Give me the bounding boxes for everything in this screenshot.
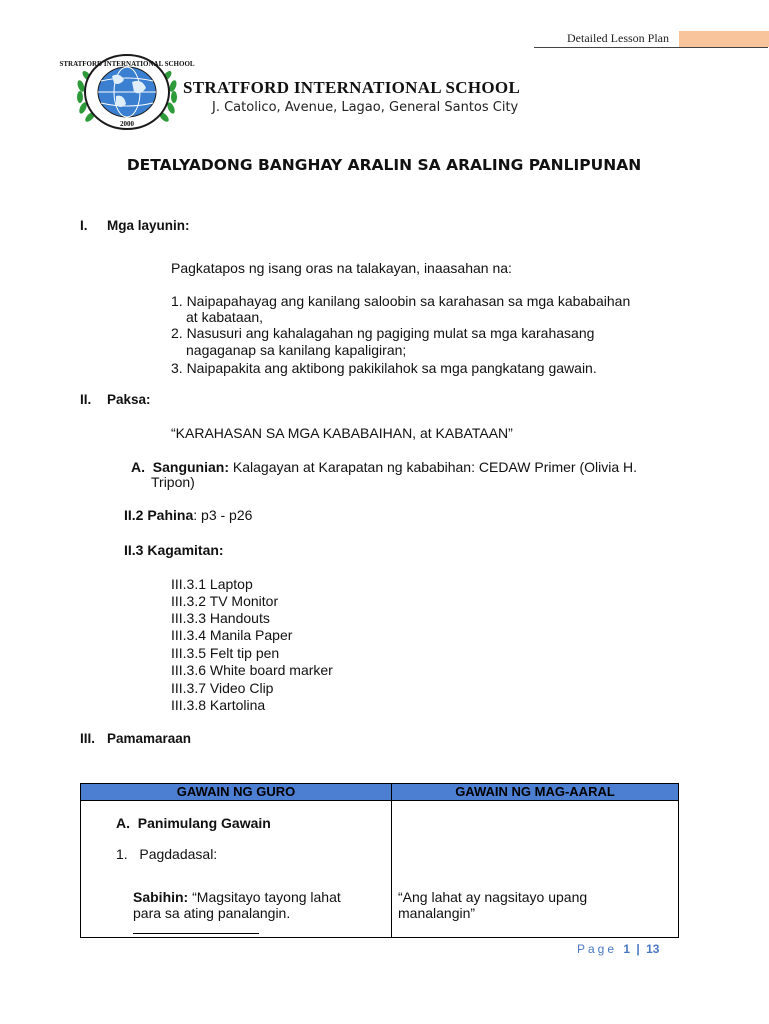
- teacher-column-header: GAWAIN NG GURO: [176, 784, 296, 799]
- section-3-heading: [80, 731, 191, 746]
- material-item: III.3.2 TV Monitor: [171, 593, 279, 609]
- page-separator: |: [636, 942, 640, 956]
- pages-label: II.2 Pahina: [124, 507, 194, 523]
- header-accent-bar: [679, 31, 769, 47]
- source-label: Sangunian:: [152, 459, 230, 475]
- student-response-line-2: manalangin”: [398, 905, 476, 921]
- objective-2-line-2: nagaganap sa kanilang kapaligiran;: [186, 342, 407, 358]
- table-column-divider: [391, 784, 392, 937]
- section-2-number: II.: [80, 392, 92, 407]
- material-item: III.3.7 Video Clip: [171, 680, 274, 696]
- section-2-title: Paksa:: [107, 392, 151, 407]
- source-line-1: [131, 459, 637, 475]
- section-1-heading: [80, 218, 190, 233]
- objective-2-line-1: 2. Nasusuri ang kahalagahan ng pagiging mulat sa mga karahasang: [171, 325, 595, 341]
- procedure-table: [80, 783, 679, 938]
- say-label: Sabihin:: [133, 889, 189, 905]
- student-column-header: GAWAIN NG MAG-AARAL: [455, 784, 615, 799]
- school-address: J. Catolico, Avenue, Lagao, General Santos City: [212, 100, 519, 115]
- table-subheading: [116, 815, 271, 831]
- student-response-line-1: “Ang lahat ay nagsitayo upang: [398, 889, 588, 905]
- material-item: III.3.8 Kartolina: [171, 697, 266, 713]
- say-text: “Magsitayo tayong lahat: [188, 889, 341, 905]
- teacher-say-line-2: para sa ating panalangin.: [133, 905, 291, 921]
- page-number: [577, 942, 659, 956]
- section-1-title: Mga layunin:: [107, 218, 190, 233]
- page-current: 1: [623, 942, 631, 956]
- header-rule: [534, 47, 768, 48]
- objective-3-line-1: 3. Naipapakita ang aktibong pakikilahok sa mga pangkatang gawain.: [171, 360, 597, 376]
- objectives-intro: Pagkatapos ng isang oras na talakayan, inaasahan na:: [171, 260, 512, 276]
- school-name: STRATFORD INTERNATIONAL SCHOOL: [183, 78, 521, 97]
- document-title: DETALYADONG BANGHAY ARALIN SA ARALING PANLIPUNAN: [126, 156, 642, 174]
- table-step-number: 1.: [116, 846, 128, 862]
- table-step-label: Pagdadasal:: [139, 846, 218, 862]
- material-item: III.3.3 Handouts: [171, 610, 270, 626]
- school-seal-icon: [59, 52, 195, 131]
- source-line-2: Tripon): [151, 474, 195, 490]
- section-3-title: Pamamaraan: [107, 731, 192, 746]
- objective-1-line-2: at kabataan,: [186, 309, 264, 325]
- section-1-number: I.: [80, 218, 88, 233]
- pages-line: [124, 507, 252, 523]
- header-label: Detailed Lesson Plan: [567, 31, 669, 45]
- table-subheading-text: Panimulang Gawain: [137, 815, 271, 831]
- teacher-say-line-1: [133, 889, 341, 905]
- page-total: 13: [646, 942, 660, 956]
- source-letter: A.: [131, 459, 145, 475]
- material-item: III.3.1 Laptop: [171, 576, 253, 592]
- section-2-heading: [80, 392, 151, 407]
- topic-title: “KARAHASAN SA MGA KABABAIHAN, at KABATAAN”: [171, 425, 513, 441]
- materials-label: II.3 Kagamitan:: [124, 542, 224, 558]
- page-word: Page: [577, 942, 618, 956]
- table-subheading-letter: A.: [116, 815, 130, 831]
- logo-year: 2000: [120, 120, 134, 128]
- objective-1-line-1: 1. Naipapahayag ang kanilang saloobin sa karahasan sa mga kababaihan: [171, 293, 631, 309]
- material-item: III.3.4 Manila Paper: [171, 627, 293, 643]
- source-text: Kalagayan at Karapatan ng kababihan: CEDAW Primer (Olivia H.: [232, 459, 638, 475]
- pages-value: : p3 - p26: [193, 507, 253, 523]
- table-step: [116, 846, 217, 862]
- section-3-number: III.: [80, 731, 96, 746]
- logo-ring-text: STRATFORD INTERNATIONAL SCHOOL: [59, 60, 195, 68]
- blank-underline: [133, 933, 259, 934]
- material-item: III.3.5 Felt tip pen: [171, 645, 280, 661]
- material-item: III.3.6 White board marker: [171, 662, 333, 678]
